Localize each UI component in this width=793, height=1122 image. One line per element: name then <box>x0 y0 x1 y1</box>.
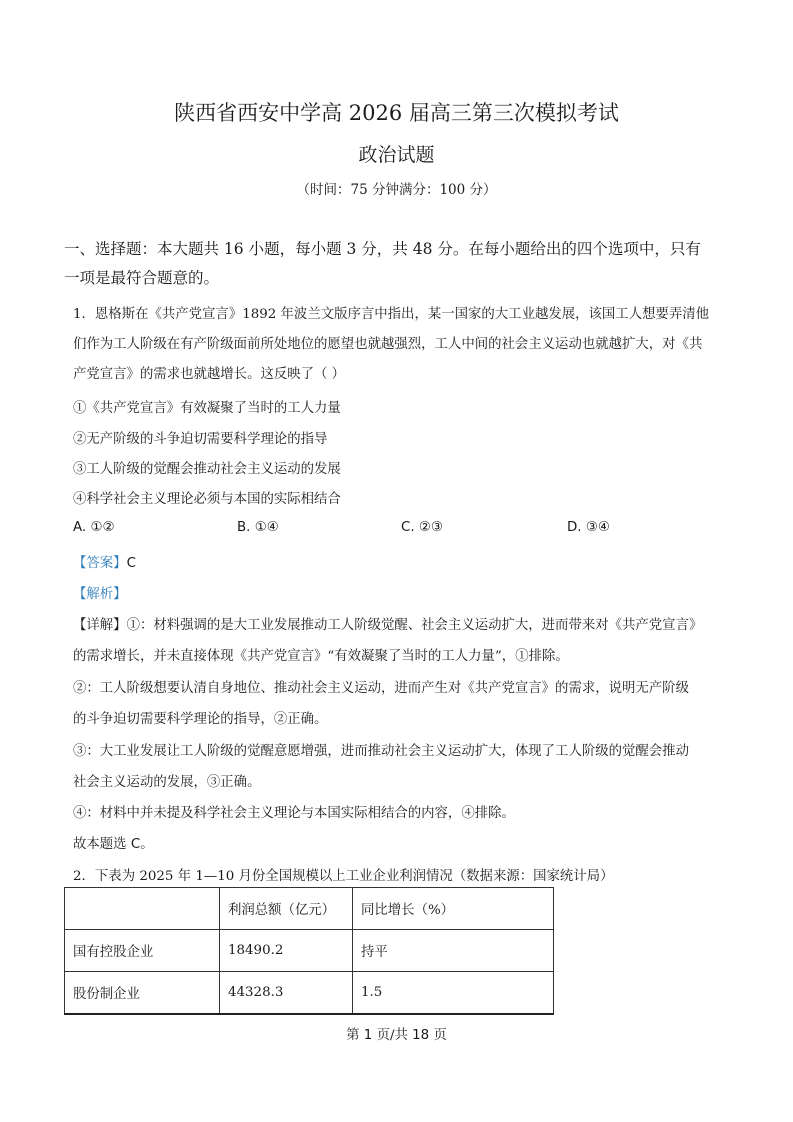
q1-stem-line2: 们作为工人阶级在有产阶级面前所处地位的愿望也就越强烈，工人中间的社会主义运动也就越扩大，对《共 <box>73 337 703 352</box>
footer-total-pages: 18 <box>412 1028 430 1043</box>
exam-subject: 政治试题 <box>358 144 435 166</box>
profit-table <box>64 887 554 1015</box>
exam-title: 陕西省西安中学高 2026 届高三第三次模拟考试 <box>174 101 619 125</box>
section-instructions-line1: 一、选择题：本大题共 16 小题，每小题 3 分，共 48 分。在每小题给出的四个选项中，只有 <box>64 240 701 258</box>
table-cell: 18490.2 <box>220 930 353 972</box>
q1-option-d: D. ③④ <box>567 520 610 535</box>
table-row <box>65 972 554 1015</box>
q1-conclusion <box>73 833 154 852</box>
detail-line-6: 社会主义运动的发展，③正确。 <box>73 775 261 790</box>
q1-option-a: A. ①② <box>73 520 115 535</box>
table-cell: 持平 <box>353 930 554 972</box>
section-instructions-line2: 一项是最符合题意的。 <box>64 269 220 287</box>
answer-tag: 【答案】 <box>73 556 127 571</box>
footer-page-number: 1 <box>363 1028 373 1043</box>
answer-value: C <box>126 556 136 571</box>
detail-line-2: 的需求增长，并未直接体现《共产党宣言》“有效凝聚了当时的工人力量”，①排除。 <box>73 649 569 664</box>
detail-line-7: ④：材料中并未提及科学社会主义理论与本国实际相结合的内容，④排除。 <box>73 806 515 821</box>
detail-text-1a: ①：材料强调的是大工业发展推动工人阶级觉醒、社会主义运动扩大，进而带来对《共产党宣言》 <box>126 618 703 633</box>
table-cell: 股份制企业 <box>65 972 220 1015</box>
q1-statement-4: ④科学社会主义理论必须与本国的实际相结合 <box>73 492 341 507</box>
detail-line-1 <box>73 614 702 633</box>
table-header-row <box>65 888 554 930</box>
detail-tag: 【详解】 <box>73 618 127 633</box>
exam-time-info: （时间：75 分钟满分：100 分） <box>296 182 497 198</box>
conclusion-answer: C <box>130 837 141 852</box>
detail-line-4: 的斗争迫切需要科学理论的指导，②正确。 <box>73 712 328 727</box>
detail-line-3: ②：工人阶级想要认清自身地位、推动社会主义运动，进而产生对《共产党宣言》的需求，说明无产阶级 <box>73 681 689 696</box>
conclusion-suffix: 。 <box>140 837 154 852</box>
table-header-cell: 利润总额（亿元） <box>220 888 353 930</box>
footer-suffix: 页 <box>429 1028 447 1043</box>
q2-intro: 2．下表为 2025 年 1—10 月份全国规模以上工业企业利润情况（数据来源：国家统计局） <box>73 869 614 884</box>
detail-line-5: ③：大工业发展让工人阶级的觉醒意愿增强，进而推动社会主义运动扩大，体现了工人阶级的觉醒会推动 <box>73 744 689 759</box>
q1-statement-2: ②无产阶级的斗争迫切需要科学理论的指导 <box>73 432 328 447</box>
q1-statement-1: ①《共产党宣言》有效凝聚了当时的工人力量 <box>73 401 341 416</box>
q1-stem-line3: 产党宣言》的需求也就越增长。这反映了（ ） <box>73 367 346 382</box>
table-header-cell: 同比增长（%） <box>353 888 554 930</box>
footer-middle: 页/共 <box>372 1028 413 1043</box>
q1-statement-3: ③工人阶级的觉醒会推动社会主义运动的发展 <box>73 462 341 477</box>
footer-prefix: 第 <box>346 1028 364 1043</box>
conclusion-prefix: 故本题选 <box>73 837 131 852</box>
page-footer <box>0 1024 793 1043</box>
q1-option-b: B. ①④ <box>237 520 279 535</box>
table-cell: 44328.3 <box>220 972 353 1015</box>
q1-option-c: C. ②③ <box>401 520 443 535</box>
analysis-tag: 【解析】 <box>73 587 127 602</box>
q1-stem-line1: 1．恩格斯在《共产党宣言》1892 年波兰文版序言中指出，某一国家的大工业越发展，该国工人想要弄清他 <box>73 307 710 322</box>
table-cell: 国有控股企业 <box>65 930 220 972</box>
table-header-cell <box>65 888 220 930</box>
q1-answer-line <box>73 552 136 571</box>
table-cell: 1.5 <box>353 972 554 1015</box>
table-row <box>65 930 554 972</box>
